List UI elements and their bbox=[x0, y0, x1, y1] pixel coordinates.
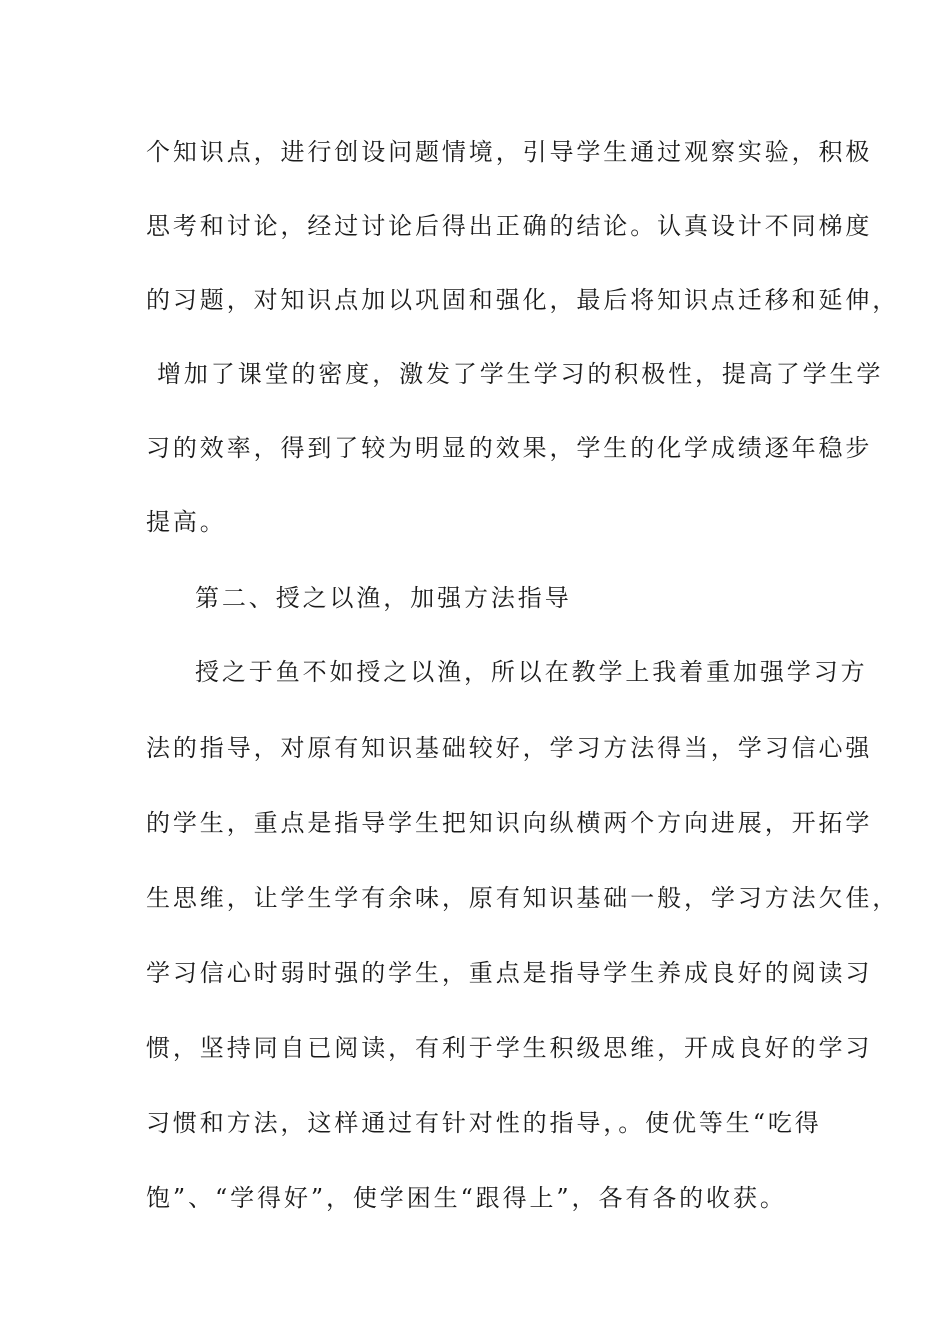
paragraph-line: 提高。 bbox=[146, 508, 227, 536]
paragraph-line: 法的指导，对原有知识基础较好，学习方法得当，学习信心强 bbox=[146, 734, 873, 762]
paragraph-line: 习的效率，得到了较为明显的效果，学生的化学成绩逐年稳步 bbox=[146, 434, 873, 462]
paragraph-line: 个知识点，进行创设问题情境，引导学生通过观察实验，积极 bbox=[146, 138, 873, 166]
paragraph-line: 的习题，对知识点加以巩固和强化，最后将知识点迁移和延伸， bbox=[146, 286, 900, 314]
paragraph-line: 学习信心时弱时强的学生，重点是指导学生养成良好的阅读习 bbox=[146, 959, 873, 987]
paragraph-line: 思考和讨论，经过讨论后得出正确的结论。认真设计不同梯度 bbox=[146, 212, 873, 240]
paragraph-line: 惯，坚持同自已阅读，有利于学生积级思维，开成良好的学习 bbox=[146, 1034, 873, 1062]
section-heading: 第二、授之以渔，加强方法指导 bbox=[195, 584, 572, 612]
paragraph-line: 生思维，让学生学有余味，原有知识基础一般，学习方法欠佳， bbox=[146, 884, 900, 912]
paragraph-line: 授之于鱼不如授之以渔，所以在教学上我着重加强学习方 bbox=[195, 658, 868, 686]
paragraph-line: 增加了课堂的密度，激发了学生学习的积极性，提高了学生学 bbox=[157, 360, 884, 388]
paragraph-line: 的学生，重点是指导学生把知识向纵横两个方向进展，开拓学 bbox=[146, 809, 873, 837]
paragraph-line: 饱”、“学得好”，使学困生“跟得上”，各有各的收获。 bbox=[146, 1184, 787, 1212]
paragraph-line: 习惯和方法，这样通过有针对性的指导，。使优等生“吃得 bbox=[146, 1109, 822, 1137]
